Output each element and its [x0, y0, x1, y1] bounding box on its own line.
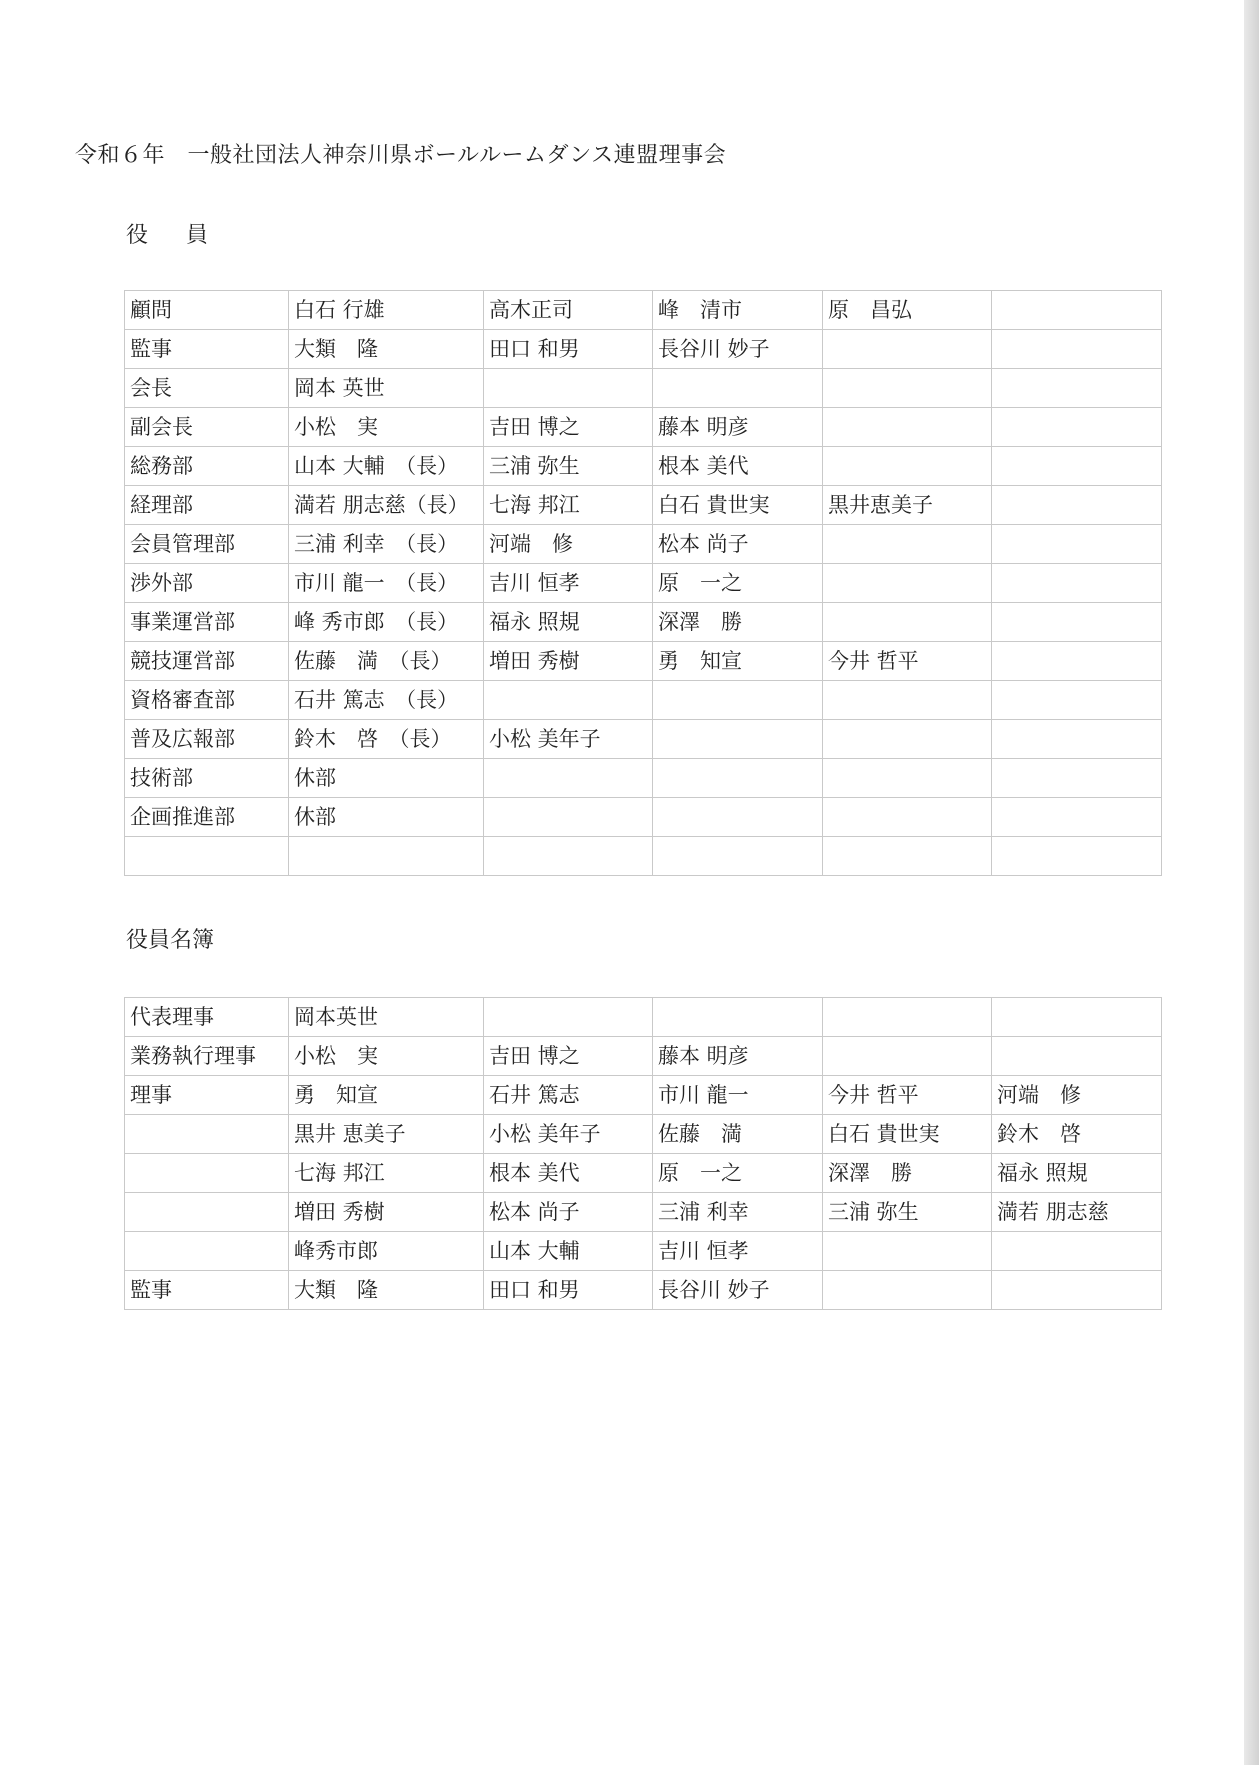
name-cell: 峰秀市郎	[289, 1232, 484, 1271]
name-cell	[992, 447, 1162, 486]
officers-row	[125, 408, 1162, 447]
name-cell: 原 一之	[653, 1154, 823, 1193]
name-cell	[653, 759, 823, 798]
name-cell: 黒井 恵美子	[289, 1115, 484, 1154]
name-cell	[992, 837, 1162, 876]
name-cell	[823, 330, 992, 369]
name-cell: 鈴木 啓 （長）	[289, 720, 484, 759]
name-cell: 今井 哲平	[823, 642, 992, 681]
name-cell: 小松 実	[289, 1037, 484, 1076]
name-cell: 白石 貴世実	[653, 486, 823, 525]
roster-row	[125, 1271, 1162, 1310]
officers-heading: 役 員	[126, 223, 217, 248]
name-cell: 吉川 恒孝	[653, 1232, 823, 1271]
name-cell	[484, 759, 653, 798]
name-cell: 満若 朋志慈	[992, 1193, 1162, 1232]
name-cell: 三浦 利幸 （長）	[289, 525, 484, 564]
name-cell: 石井 篤志	[484, 1076, 653, 1115]
roster-row	[125, 998, 1162, 1037]
name-cell: 原 昌弘	[823, 291, 992, 330]
name-cell	[992, 603, 1162, 642]
officers-table	[124, 290, 1162, 876]
row-label-cell: 企画推進部	[125, 798, 289, 837]
row-label-cell	[125, 1115, 289, 1154]
name-cell: 大類 隆	[289, 1271, 484, 1310]
name-cell	[992, 1037, 1162, 1076]
name-cell	[484, 798, 653, 837]
name-cell: 小松 実	[289, 408, 484, 447]
name-cell	[289, 837, 484, 876]
officers-row	[125, 759, 1162, 798]
name-cell: 黒井恵美子	[823, 486, 992, 525]
name-cell: 白石 貴世実	[823, 1115, 992, 1154]
name-cell: 休部	[289, 798, 484, 837]
row-label-cell: 会員管理部	[125, 525, 289, 564]
officers-row	[125, 330, 1162, 369]
name-cell	[653, 837, 823, 876]
name-cell: 松本 尚子	[653, 525, 823, 564]
officers-row	[125, 291, 1162, 330]
name-cell: 深澤 勝	[653, 603, 823, 642]
name-cell: 七海 邦江	[484, 486, 653, 525]
name-cell: 山本 大輔 （長）	[289, 447, 484, 486]
name-cell: 勇 知宣	[289, 1076, 484, 1115]
name-cell: 今井 哲平	[823, 1076, 992, 1115]
officers-row	[125, 681, 1162, 720]
officers-row	[125, 837, 1162, 876]
officers-row	[125, 525, 1162, 564]
name-cell: 福永 照規	[992, 1154, 1162, 1193]
name-cell: 根本 美代	[653, 447, 823, 486]
row-label-cell: 渉外部	[125, 564, 289, 603]
officers-row	[125, 486, 1162, 525]
name-cell: 根本 美代	[484, 1154, 653, 1193]
name-cell: 田口 和男	[484, 1271, 653, 1310]
roster-table	[124, 997, 1162, 1310]
row-label-cell: 総務部	[125, 447, 289, 486]
roster-row	[125, 1193, 1162, 1232]
officers-row	[125, 369, 1162, 408]
name-cell: 山本 大輔	[484, 1232, 653, 1271]
row-label-cell	[125, 1154, 289, 1193]
name-cell: 鈴木 啓	[992, 1115, 1162, 1154]
row-label-cell: 技術部	[125, 759, 289, 798]
row-label-cell: 普及広報部	[125, 720, 289, 759]
name-cell	[992, 486, 1162, 525]
row-label-cell: 経理部	[125, 486, 289, 525]
name-cell: 佐藤 満	[653, 1115, 823, 1154]
name-cell: 増田 秀樹	[484, 642, 653, 681]
name-cell	[992, 525, 1162, 564]
name-cell: 福永 照規	[484, 603, 653, 642]
name-cell: 満若 朋志慈（長）	[289, 486, 484, 525]
name-cell: 原 一之	[653, 564, 823, 603]
name-cell	[992, 408, 1162, 447]
officers-row	[125, 603, 1162, 642]
row-label-cell	[125, 1232, 289, 1271]
roster-row	[125, 1232, 1162, 1271]
officers-row	[125, 447, 1162, 486]
name-cell	[823, 720, 992, 759]
officers-row	[125, 642, 1162, 681]
name-cell	[653, 720, 823, 759]
name-cell: 市川 龍一	[653, 1076, 823, 1115]
name-cell: 吉田 博之	[484, 1037, 653, 1076]
name-cell	[823, 525, 992, 564]
name-cell	[823, 369, 992, 408]
name-cell	[823, 447, 992, 486]
name-cell: 長谷川 妙子	[653, 1271, 823, 1310]
roster-row	[125, 1076, 1162, 1115]
name-cell: 長谷川 妙子	[653, 330, 823, 369]
name-cell: 峰 秀市郎 （長）	[289, 603, 484, 642]
name-cell: 深澤 勝	[823, 1154, 992, 1193]
name-cell: 白石 行雄	[289, 291, 484, 330]
name-cell	[992, 681, 1162, 720]
name-cell	[823, 837, 992, 876]
row-label-cell: 副会長	[125, 408, 289, 447]
row-label-cell: 会長	[125, 369, 289, 408]
name-cell	[992, 330, 1162, 369]
name-cell	[823, 603, 992, 642]
row-label-cell: 顧問	[125, 291, 289, 330]
name-cell: 河端 修	[484, 525, 653, 564]
name-cell	[992, 642, 1162, 681]
roster-heading: 役員名簿	[126, 928, 215, 953]
name-cell: 七海 邦江	[289, 1154, 484, 1193]
name-cell	[484, 369, 653, 408]
name-cell	[992, 369, 1162, 408]
roster-row	[125, 1154, 1162, 1193]
name-cell	[992, 564, 1162, 603]
name-cell: 佐藤 満 （長）	[289, 642, 484, 681]
name-cell	[992, 291, 1162, 330]
name-cell: 三浦 弥生	[484, 447, 653, 486]
name-cell: 市川 龍一 （長）	[289, 564, 484, 603]
document-title: 令和６年 一般社団法人神奈川県ボールルームダンス連盟理事会	[75, 143, 727, 168]
name-cell	[823, 564, 992, 603]
officers-row	[125, 798, 1162, 837]
name-cell	[653, 369, 823, 408]
name-cell: 三浦 利幸	[653, 1193, 823, 1232]
name-cell	[823, 998, 992, 1037]
name-cell: 松本 尚子	[484, 1193, 653, 1232]
officers-row	[125, 720, 1162, 759]
name-cell	[484, 998, 653, 1037]
name-cell	[992, 1232, 1162, 1271]
name-cell: 石井 篤志 （長）	[289, 681, 484, 720]
name-cell	[992, 1271, 1162, 1310]
row-label-cell: 資格審査部	[125, 681, 289, 720]
name-cell	[653, 681, 823, 720]
name-cell	[823, 1271, 992, 1310]
name-cell	[992, 720, 1162, 759]
name-cell	[823, 1037, 992, 1076]
name-cell	[823, 798, 992, 837]
name-cell: 藤本 明彦	[653, 1037, 823, 1076]
name-cell: 藤本 明彦	[653, 408, 823, 447]
roster-row	[125, 1037, 1162, 1076]
name-cell	[823, 1232, 992, 1271]
name-cell: 田口 和男	[484, 330, 653, 369]
row-label-cell: 競技運営部	[125, 642, 289, 681]
name-cell: 吉田 博之	[484, 408, 653, 447]
name-cell	[484, 837, 653, 876]
row-label-cell	[125, 1193, 289, 1232]
name-cell: 休部	[289, 759, 484, 798]
row-label-cell: 監事	[125, 330, 289, 369]
name-cell: 岡本 英世	[289, 369, 484, 408]
name-cell: 勇 知宣	[653, 642, 823, 681]
row-label-cell: 監事	[125, 1271, 289, 1310]
row-label-cell	[125, 837, 289, 876]
name-cell: 河端 修	[992, 1076, 1162, 1115]
name-cell	[992, 798, 1162, 837]
name-cell: 三浦 弥生	[823, 1193, 992, 1232]
row-label-cell: 業務執行理事	[125, 1037, 289, 1076]
name-cell	[484, 681, 653, 720]
name-cell	[653, 998, 823, 1037]
name-cell: 吉川 恒孝	[484, 564, 653, 603]
row-label-cell: 代表理事	[125, 998, 289, 1037]
name-cell: 峰 清市	[653, 291, 823, 330]
name-cell: 小松 美年子	[484, 1115, 653, 1154]
name-cell: 岡本英世	[289, 998, 484, 1037]
roster-row	[125, 1115, 1162, 1154]
name-cell	[992, 998, 1162, 1037]
row-label-cell: 理事	[125, 1076, 289, 1115]
name-cell	[992, 759, 1162, 798]
name-cell: 増田 秀樹	[289, 1193, 484, 1232]
name-cell	[823, 759, 992, 798]
name-cell	[823, 408, 992, 447]
name-cell: 大類 隆	[289, 330, 484, 369]
row-label-cell: 事業運営部	[125, 603, 289, 642]
name-cell	[653, 798, 823, 837]
name-cell	[823, 681, 992, 720]
officers-row	[125, 564, 1162, 603]
name-cell: 高木正司	[484, 291, 653, 330]
page-edge-shadow	[1244, 0, 1259, 1765]
name-cell: 小松 美年子	[484, 720, 653, 759]
